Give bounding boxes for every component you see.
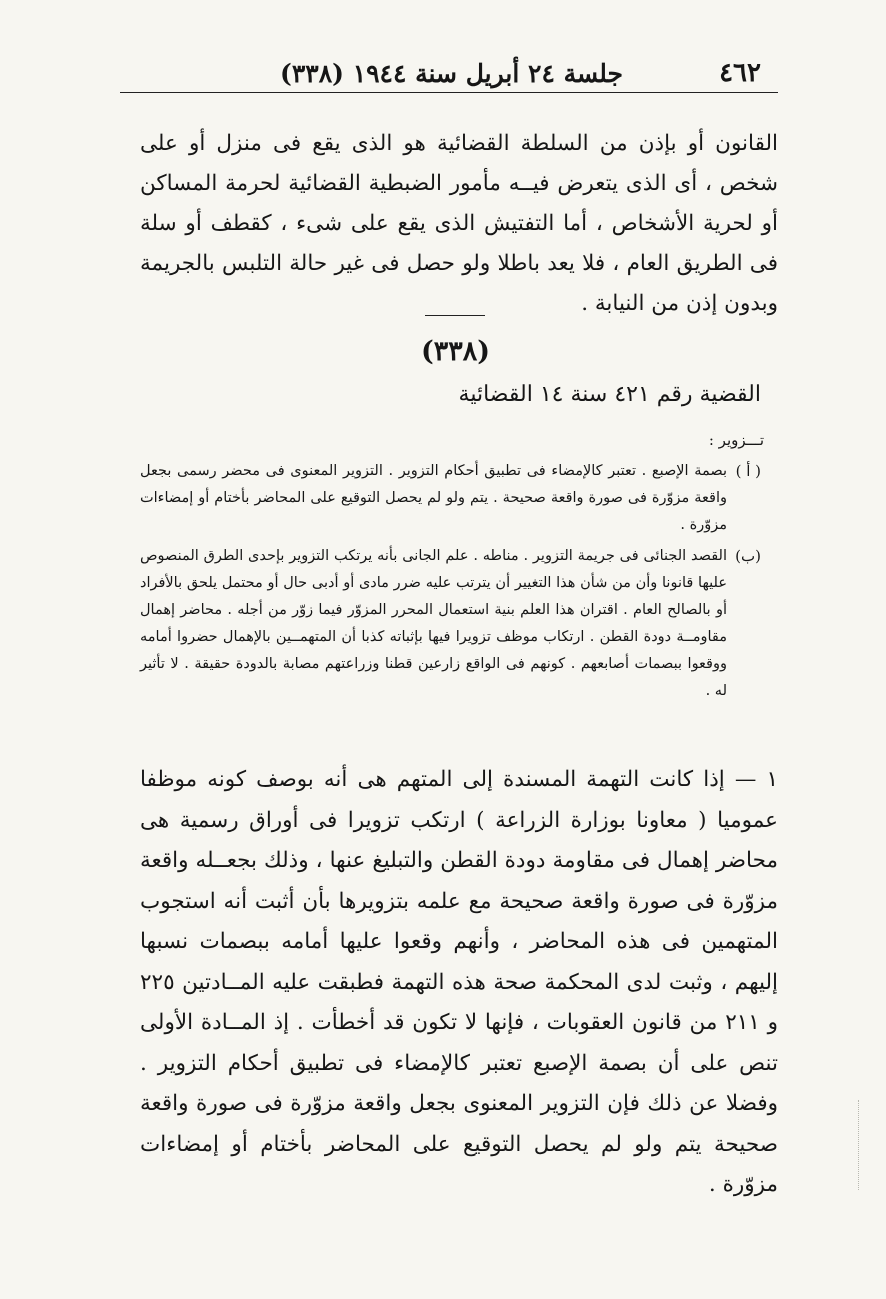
summary-marker: (ب) <box>735 547 761 565</box>
body-paragraph-block <box>140 760 778 1206</box>
case-reference: القضية رقم ٤٢١ سنة ١٤ القضائية <box>458 382 761 407</box>
case-subject: تـــزوير : <box>708 431 764 449</box>
intro-paragraph-block <box>140 124 778 324</box>
case-number: (٣٣٨) <box>420 336 491 367</box>
page-number: ٤٦٢ <box>719 58 761 88</box>
summary-text: القصد الجنائى فى جريمة التزوير . مناطه . علم الجانى بأنه يرتكب التزوير بإحدى الطرق المنصوص عليها قانونا وأن من شأن هذا التغيير أن يترتب عليه ضرر مادى أو أدبى حال أو محتمل يلحق بالأفراد أو بالصالح العام . اقتران هذا العلم بنية استعمال المحرر المزوّر فيما زوّر من أجله . محاضر إهمال مقاومــة دودة القطن . ارتكاب موظف تزويرا فيها بإثباته كذبا أن المتهمــين بالإهمال حضروا أمامه ووقعوا ببصمات أصابعهم . كونهم فى الواقع زارعين قطنا وزراعتهم مصابة بالدودة حقيقة . لا تأثير له . <box>140 548 727 699</box>
header-rule <box>120 92 778 93</box>
summary-marker: ( أ ) <box>735 462 761 480</box>
body-paragraph: ١ — إذا كانت التهمة المسندة إلى المتهم هى أنه بوصف كونه موظفا عموميا ( معاونا بوزارة الزراعة ) ارتكب تزويرا فى أوراق رسمية هى محاضر إهمال فى مقاومة دودة القطن والتبليغ عنها ، وذلك بجعــله واقعة مزوّرة فى صورة واقعة صحيحة مع علمه بتزويرها بأن أثبت أنه استجوب المتهمين فى هذه المحاضر ، وأنهم وقعوا عليها أمامه ببصمات نسبها إليهم ، وثبت لدى المحكمة صحة هذه التهمة فطبقت عليه المــادتين ٢٢٥ و ٢١١ من قانون العقوبات ، فإنها لا تكون قد أخطأت . إذ المــادة الأولى تنص على أن بصمة الإصبع تعتبر كالإمضاء فى تطبيق أحكام التزوير . وفضلا عن ذلك فإن التزوير المعنوى بجعل واقعة مزوّرة فى صورة واقعة صحيحة يتم ولو لم يحصل التوقيع على المحاضر بأختام أو إمضاءات مزوّرة . <box>140 767 778 1197</box>
running-title: جلسة ٢٤ أبريل سنة ١٩٤٤ (٣٣٨) <box>280 59 624 88</box>
summary-item-a <box>140 458 761 539</box>
scan-margin-mark <box>858 1100 861 1190</box>
intro-paragraph: القانون أو بإذن من السلطة القضائية هو الذى يقع فى منزل أو على شخص ، أى الذى يتعرض فيــه مأمور الضبطية القضائية لحرمة المساكن أو لحرية الأشخاص ، أما التفتيش الذى يقع على شىء ، كقطف أو سلة فى الطريق العام ، فلا يعد باطلا ولو حصل فى غير حالة التلبس بالجريمة وبدون إذن من النيابة . <box>140 131 778 316</box>
summary-item-b <box>140 543 761 705</box>
summary-text: بصمة الإصبع . تعتبر كالإمضاء فى تطبيق أحكام التزوير . التزوير المعنوى فى محضر رسمى بجعل واقعة مزوّرة فى صورة واقعة صحيحة . يتم ولو لم يحصل التوقيع على المحاضر بأختام أو إمضاءات مزوّرة . <box>140 463 727 533</box>
case-summary <box>140 458 761 709</box>
page-header <box>120 48 761 88</box>
section-separator <box>425 315 485 316</box>
